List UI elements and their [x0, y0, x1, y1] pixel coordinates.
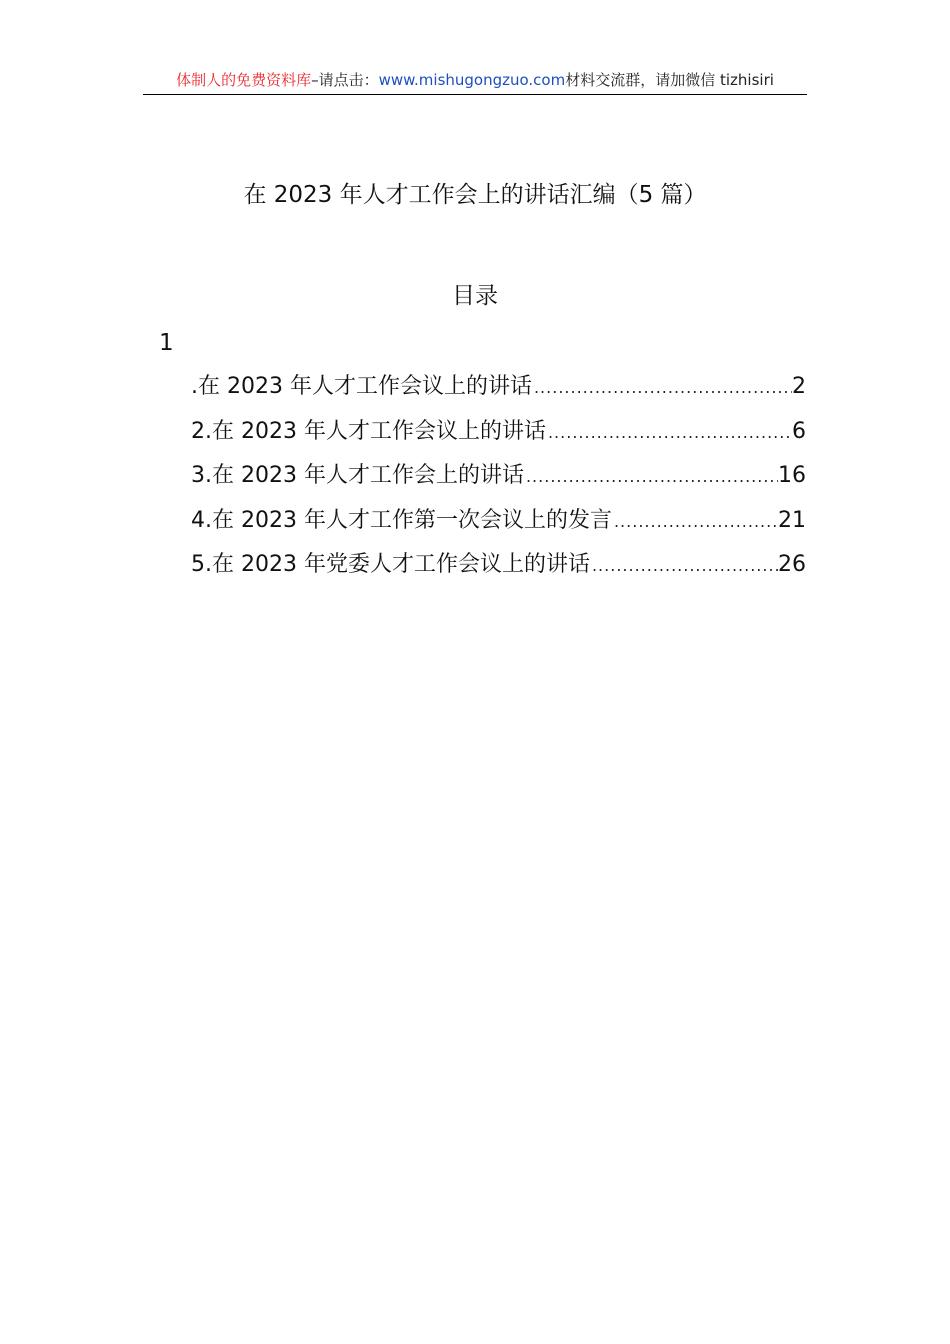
- toc-entry-page: 6: [792, 418, 806, 444]
- toc-entry-title: 5.在 2023 年党委人才工作会议上的讲话: [191, 552, 590, 577]
- toc-lead-number: 1: [159, 330, 174, 356]
- toc-entry-title: 3.在 2023 年人才工作会上的讲话: [191, 463, 524, 488]
- header-brand: 体制人的免费资料库: [176, 71, 312, 89]
- toc-entry-1[interactable]: [191, 367, 806, 412]
- header-note: 材料交流群，请加微信 tizhisiri: [565, 71, 774, 89]
- document-title: 在 2023 年人才工作会上的讲话汇编（5 篇）: [243, 182, 707, 208]
- toc-entry-3[interactable]: [191, 456, 806, 501]
- table-of-contents: [191, 367, 806, 590]
- toc-dot-leader: [532, 368, 792, 408]
- page-header: [143, 68, 807, 95]
- toc-dot-leader: [524, 457, 778, 497]
- toc-heading: 目录: [452, 283, 498, 309]
- toc-entry-title: 2.在 2023 年人才工作会议上的讲话: [191, 418, 546, 444]
- toc-entry-page: 16: [778, 463, 806, 488]
- toc-dot-leader: [590, 546, 778, 586]
- toc-dot-leader: [612, 502, 778, 542]
- header-website-link[interactable]: www.mishugongzuo.com: [378, 71, 566, 89]
- toc-entry-4[interactable]: [191, 501, 806, 546]
- toc-dot-leader: [546, 413, 792, 453]
- toc-entry-5[interactable]: [191, 545, 806, 590]
- toc-entry-title: 4.在 2023 年人才工作第一次会议上的发言: [191, 507, 612, 533]
- header-prompt: –请点击：: [311, 71, 379, 89]
- toc-entry-page: 21: [778, 507, 806, 533]
- toc-entry-page: 2: [792, 374, 806, 399]
- toc-entry-title: .在 2023 年人才工作会议上的讲话: [191, 374, 532, 399]
- toc-entry-page: 26: [778, 552, 806, 577]
- toc-entry-2[interactable]: [191, 412, 806, 457]
